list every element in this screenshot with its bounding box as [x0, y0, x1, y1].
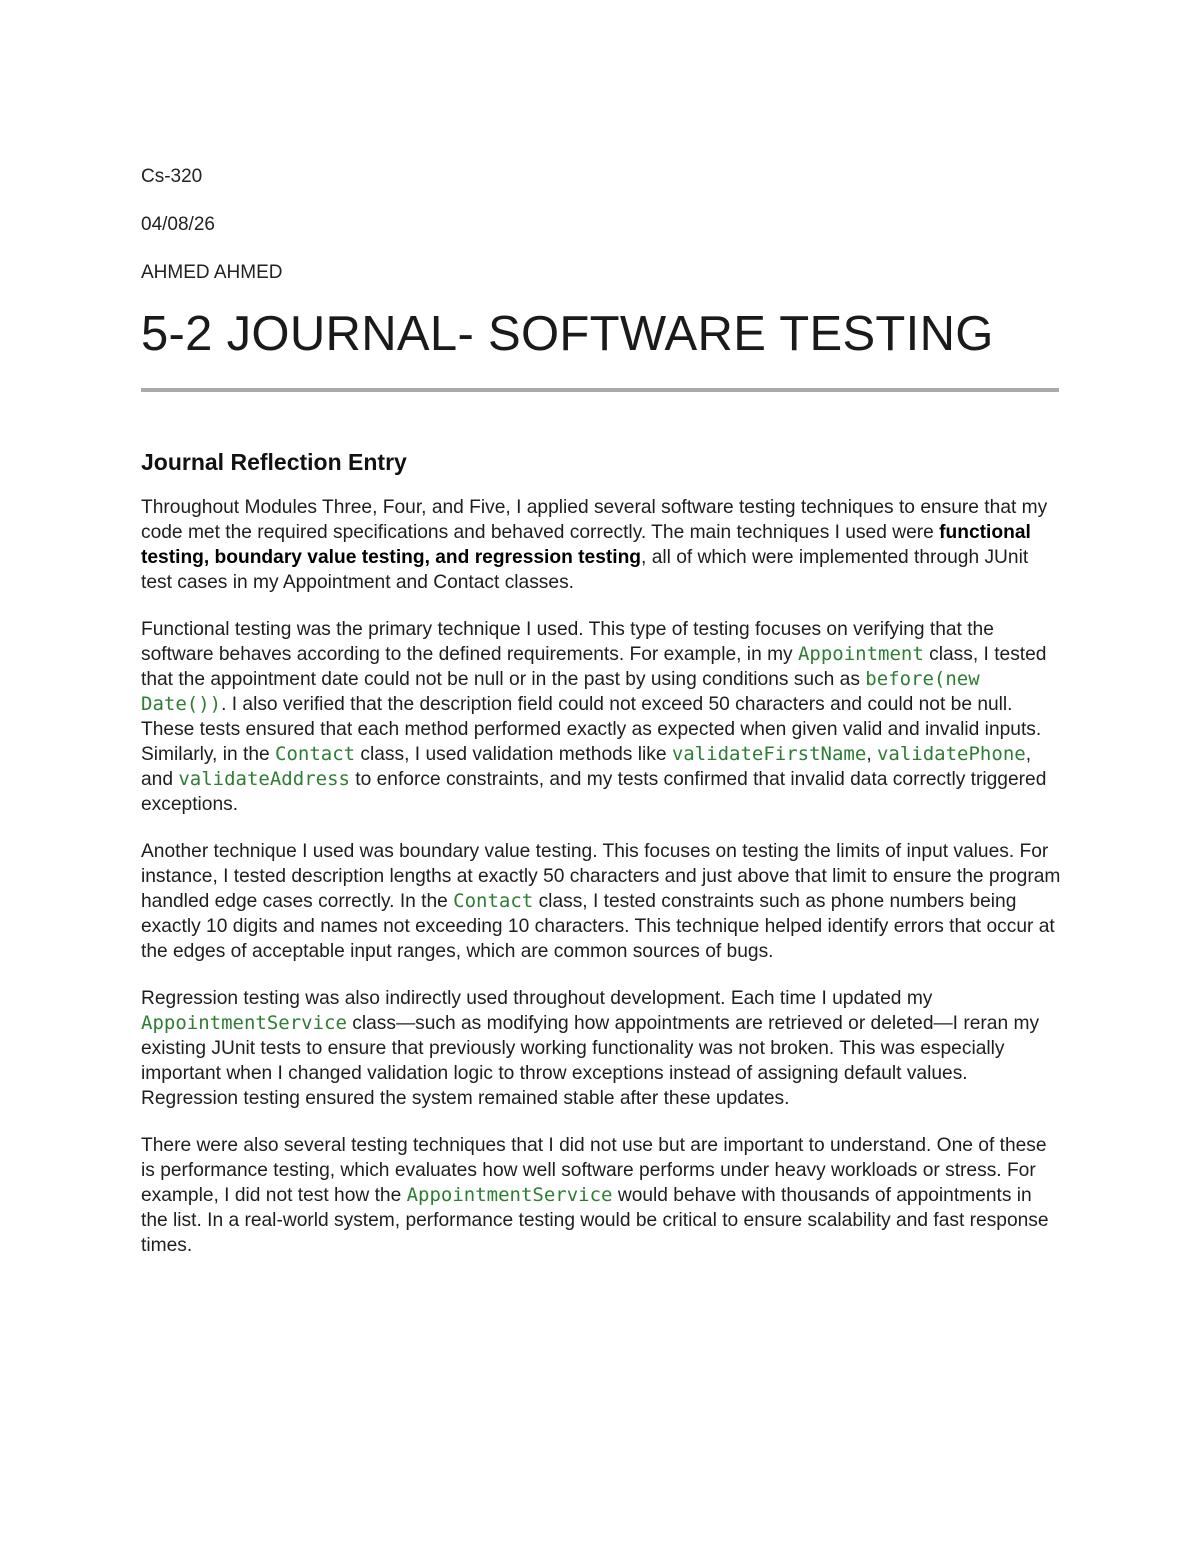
code-before-new-date: before(new Date())	[141, 668, 980, 715]
text-run: ,	[866, 744, 877, 765]
paragraph-performance-testing	[141, 1133, 1061, 1258]
code-validate-first-name: validateFirstName	[671, 743, 867, 765]
document-title: 5-2 JOURNAL- SOFTWARE TESTING	[141, 307, 994, 361]
text-run: There were also several testing techniques that I did not use but are important to understand. One of these is performance testing, which evaluates how well software performs under heavy workloads or stress. For example, I did not test how the	[141, 1135, 1047, 1206]
text-run: Throughout Modules Three, Four, and Five, I applied several software testing techniques to ensure that my code met the required specifications and behaved correctly. The main techniques I used were	[141, 497, 1048, 543]
text-run: Regression testing was also indirectly used throughout development. Each time I updated my	[141, 988, 933, 1009]
text-run: , all of which were implemented through JUnit test cases in my Appointment and Contact classes.	[141, 547, 1029, 593]
text-run: would behave with thousands of appointments in the list. In a real-world system, performance testing would be critical to ensure scalability and fast response times.	[141, 1185, 1049, 1256]
text-run: class, I tested that the appointment date could not be null or in the past by using conditions such as	[141, 644, 1047, 690]
text-run: , and	[141, 744, 1032, 790]
text-run: . I also verified that the description field could not exceed 50 characters and could not be null. These tests ensured that each method performed exactly as expected when given valid and invalid inputs. Similarly, in the	[141, 694, 1042, 765]
text-run: to enforce constraints, and my tests confirmed that invalid data correctly triggered exceptions.	[141, 769, 1047, 815]
text-run: class, I used validation methods like	[355, 744, 672, 765]
paragraph-boundary-testing	[141, 839, 1061, 964]
paragraph-functional-testing	[141, 617, 1061, 817]
code-appointment: Appointment	[797, 643, 924, 665]
bold-techniques: functional testing, boundary value testing, and regression testing	[141, 522, 1031, 568]
section-heading: Journal Reflection Entry	[141, 449, 407, 475]
date-line: 04/08/26	[141, 214, 215, 235]
text-run: Functional testing was the primary technique I used. This type of testing focuses on verifying that the software behaves according to the defined requirements. For example, in my	[141, 619, 994, 665]
document-page	[141, 164, 1061, 1280]
code-appointment-service: AppointmentService	[141, 1012, 347, 1034]
code-contact: Contact	[275, 743, 356, 765]
title-divider	[141, 388, 1059, 392]
code-validate-phone: validatePhone	[876, 743, 1026, 765]
text-run: class, I tested constraints such as phone numbers being exactly 10 digits and names not exceeding 10 characters. This technique helped identify errors that occur at the edges of acceptable input ranges, which are common sources of bugs.	[141, 891, 1055, 962]
code-validate-address: validateAddress	[178, 768, 350, 790]
code-appointment-service: AppointmentService	[406, 1184, 613, 1206]
course-code: Cs-320	[141, 166, 203, 187]
author-name: AHMED AHMED	[141, 262, 283, 283]
text-run: class—such as modifying how appointments are retrieved or deleted—I reran my existing JUnit tests to ensure that previously working functionality was not broken. This was especially important when I changed validation logic to throw exceptions instead of assigning default values. Regression testing ensured the system remained stable after these updates.	[141, 1013, 1040, 1109]
text-run: Another technique I used was boundary value testing. This focuses on testing the limits of input values. For instance, I tested description lengths at exactly 50 characters and just above that limit to ensure the program handled edge cases correctly. In the	[141, 841, 1061, 912]
paragraph-intro	[141, 495, 1061, 595]
code-contact: Contact	[453, 890, 534, 912]
paragraph-regression-testing	[141, 986, 1061, 1111]
